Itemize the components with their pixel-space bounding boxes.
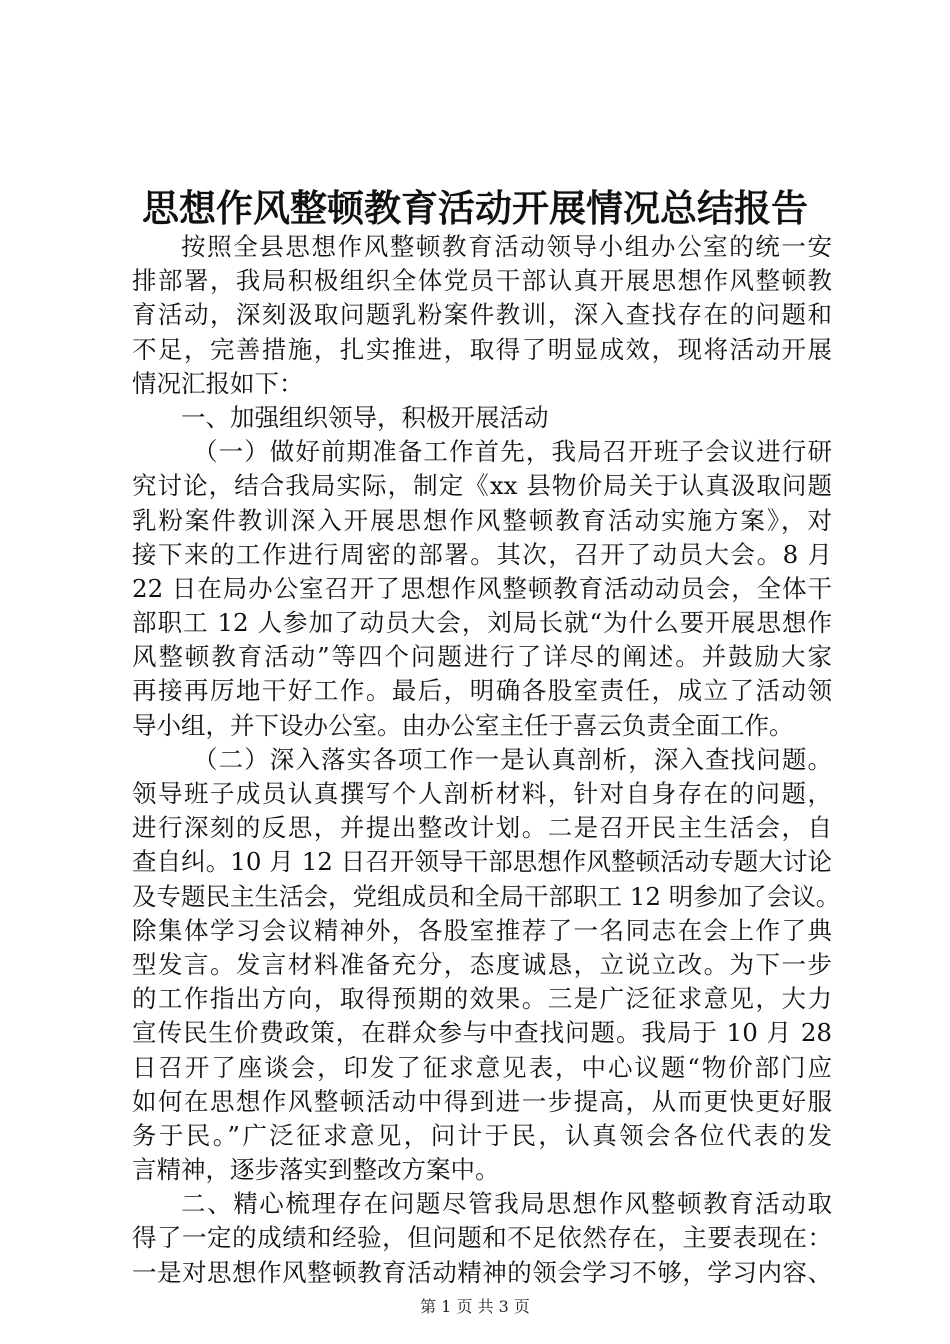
paragraph-line: 一是对思想作风整顿教育活动精神的领会学习不够，学习内容、 xyxy=(132,1257,832,1287)
paragraph-line: 导小组，并下设办公室。由办公室主任于喜云负责全面工作。 xyxy=(132,710,794,740)
paragraph-line: 育活动，深刻汲取问题乳粉案件教训，深入查找存在的问题和 xyxy=(132,300,832,330)
paragraph-line: 宣传民生价费政策，在群众参与中查找问题。我局于 10 月 28 xyxy=(132,1018,832,1048)
paragraph-line: 按照全县思想作风整顿教育活动领导小组办公室的统一安 xyxy=(181,232,832,261)
paragraph-line: 务于民。”广泛征求意见，问计于民，认真领会各位代表的发 xyxy=(132,1120,832,1150)
paragraph-line: 部职工 12 人参加了动员大会，刘局长就“为什么要开展思想作 xyxy=(132,608,832,638)
document-body xyxy=(132,230,841,1290)
paragraph-line: 情况汇报如下： xyxy=(132,368,304,398)
paragraph-line: 日召开了座谈会，印发了征求意见表，中心议题“物价部门应 xyxy=(132,1052,832,1082)
paragraph-line: 如何在思想作风整顿活动中得到进一步提高，从而更快更好服 xyxy=(132,1086,832,1116)
page-footer: 第 1 页 共 3 页 xyxy=(420,1297,530,1316)
section-heading: 一、加强组织领导，积极开展活动 xyxy=(181,402,549,432)
paragraph-line: 乳粉案件教训深入开展思想作风整顿教育活动实施方案》，对 xyxy=(132,505,832,535)
section-heading: 二、精心梳理存在问题尽管我局思想作风整顿教育活动取 xyxy=(181,1189,832,1219)
paragraph-line: 的工作指出方向，取得预期的效果。三是广泛征求意见，大力 xyxy=(132,984,832,1014)
paragraph-line: 风整顿教育活动”等四个问题进行了详尽的阐述。并鼓励大家 xyxy=(132,642,832,672)
paragraph-line: 排部署，我局积极组织全体党员干部认真开展思想作风整顿教 xyxy=(132,266,832,296)
paragraph-line: 进行深刻的反思，并提出整改计划。二是召开民主生活会，自 xyxy=(132,813,832,843)
paragraph-line: 领导班子成员认真撰写个人剖析材料，针对自身存在的问题， xyxy=(132,779,832,808)
paragraph-line: 不足，完善措施，扎实推进，取得了明显成效，现将活动开展 xyxy=(132,334,832,364)
paragraph-line: （二）深入落实各项工作一是认真剖析，深入查找问题。 xyxy=(193,744,832,774)
paragraph-line: 及专题民主生活会，党组成员和全局干部职工 12 明参加了会议。 xyxy=(132,881,841,911)
paragraph-line: 查自纠。10 月 12 日召开领导干部思想作风整顿活动专题大讨论 xyxy=(132,847,832,877)
paragraph-line: 22 日在局办公室召开了思想作风整顿教育活动动员会，全体干 xyxy=(132,573,832,603)
paragraph-line: 型发言。发言材料准备充分，态度诚恳，立说立改。为下一步 xyxy=(132,949,832,979)
paragraph-line: 得了一定的成绩和经验，但问题和不足依然存在，主要表现在： xyxy=(132,1223,832,1253)
paragraph-line: 接下来的工作进行周密的部署。其次，召开了动员大会。8 月 xyxy=(132,539,832,569)
paragraph-line: 除集体学习会议精神外，各股室推荐了一名同志在会上作了典 xyxy=(132,915,832,945)
paragraph-line: 言精神，逐步落实到整改方案中。 xyxy=(132,1155,500,1185)
document-title: 思想作风整顿教育活动开展情况总结报告 xyxy=(142,186,808,230)
paragraph-line: （一）做好前期准备工作首先，我局召开班子会议进行研 xyxy=(193,437,832,467)
paragraph-line: 再接再厉地干好工作。最后，明确各股室责任，成立了活动领 xyxy=(132,676,832,706)
paragraph-line: 究讨论，结合我局实际，制定《xx 县物价局关于认真汲取问题 xyxy=(132,471,832,501)
